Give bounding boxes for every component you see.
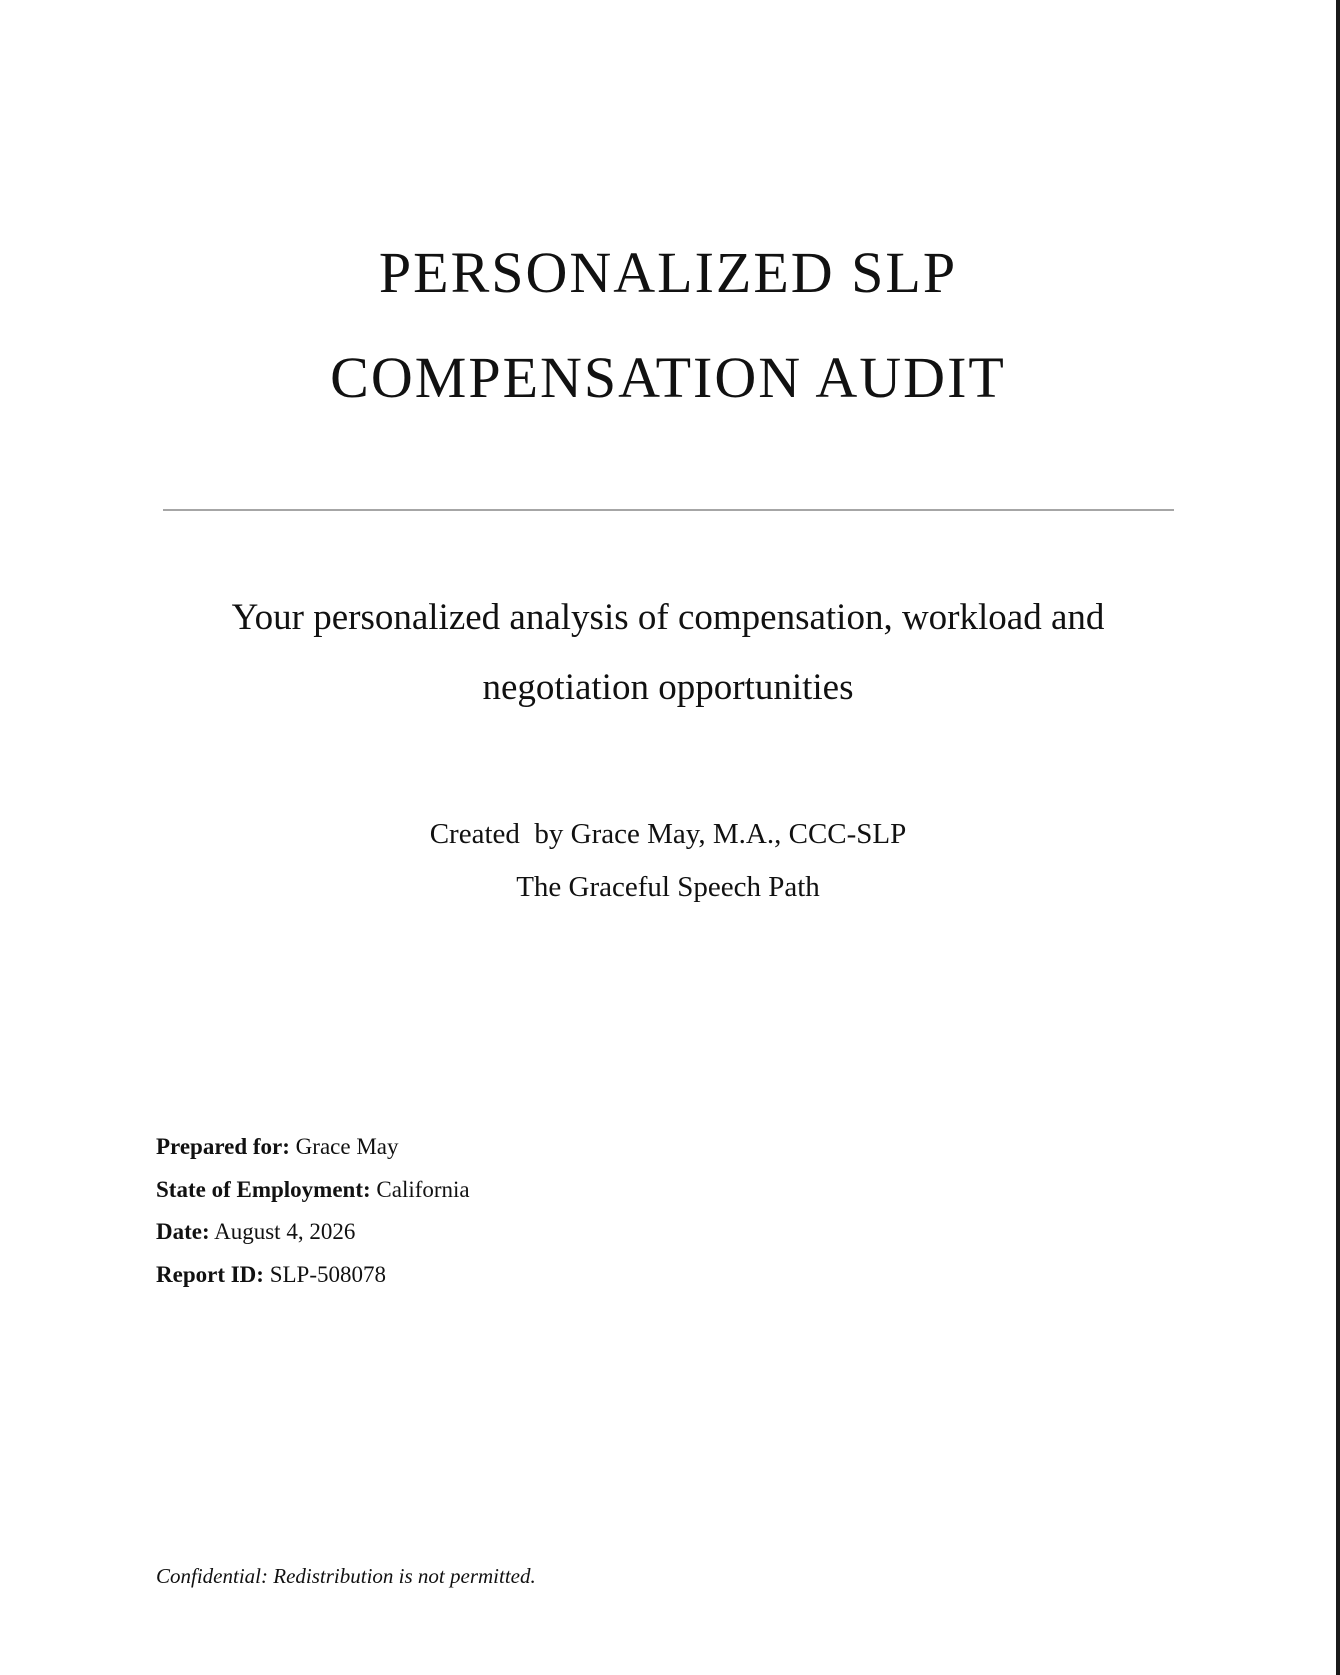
organization-name: The Graceful Speech Path xyxy=(516,871,820,903)
date-label: Date: xyxy=(156,1219,210,1244)
report-id-value: SLP-508078 xyxy=(269,1261,386,1287)
prepared-for-value: Grace May xyxy=(295,1134,399,1159)
title-divider xyxy=(163,509,1174,511)
page-edge xyxy=(1336,0,1340,1675)
credits-block xyxy=(0,808,1336,914)
prepared-for-row xyxy=(156,1126,470,1169)
report-title-line-1: PERSONALIZED SLP xyxy=(378,240,958,305)
report-subtitle: Your personalized analysis of compensation, workload and negotiation opportunities xyxy=(231,597,1105,708)
author-line: Created by Grace May, M.A., CCC-SLP xyxy=(429,818,907,850)
report-title-line-2: COMPENSATION AUDIT xyxy=(330,345,1006,410)
date-row xyxy=(156,1211,470,1254)
report-id-label: Report ID: xyxy=(156,1261,264,1287)
report-metadata xyxy=(156,1126,470,1296)
report-title xyxy=(0,220,1336,430)
state-row xyxy=(156,1169,470,1212)
date-value: August 4, 2026 xyxy=(214,1219,356,1244)
state-label: State of Employment: xyxy=(156,1176,371,1202)
confidentiality-notice: Confidential: Redistribution is not permitted. xyxy=(156,1564,536,1588)
report-id-row xyxy=(156,1254,470,1297)
state-value: California xyxy=(376,1176,470,1202)
prepared-for-label: Prepared for: xyxy=(156,1134,290,1159)
